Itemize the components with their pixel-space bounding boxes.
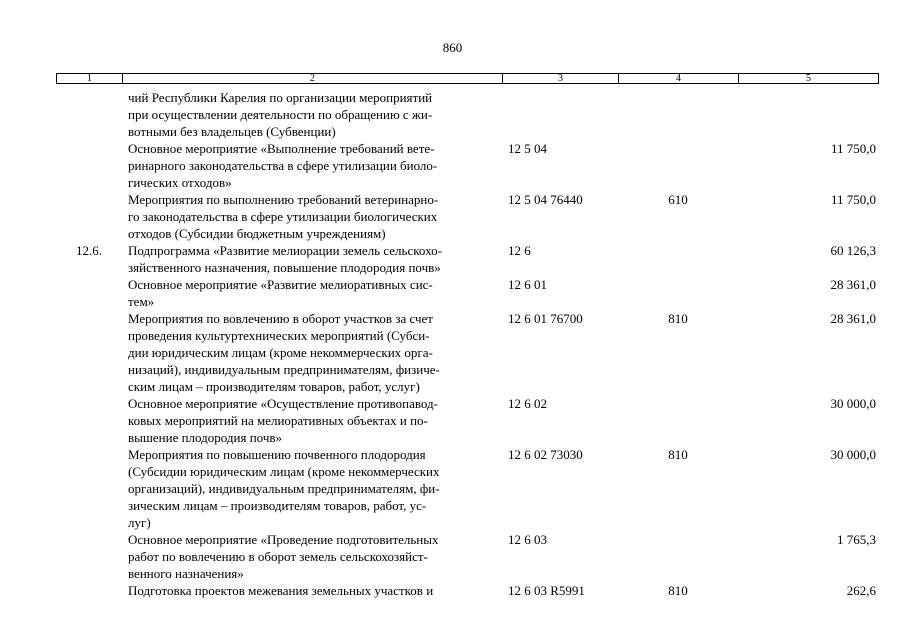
row-code: 12 6 03 [508,532,547,547]
row-amount: 28 361,0 [830,277,876,292]
description-line: низаций), индивидуальным предпринимателям, физиче- [128,362,440,377]
description-line: Мероприятия по вовлечению в оборот участков за счет [128,311,433,326]
header-col-2: 2 [122,73,503,84]
table-row [0,531,905,582]
table-row [0,242,905,276]
table-row [0,89,905,140]
header-col-3: 3 [502,73,619,84]
description-line: чий Республики Карелия по организации мероприятий [128,90,433,105]
description-line: ринарного законодательства в сфере утилизации биоло- [128,158,438,173]
row-amount: 30 000,0 [830,447,876,462]
row-code: 12 5 04 76440 [508,192,583,207]
header-col-4: 4 [618,73,739,84]
description-line: Мероприятия по повышению почвенного плодородия [128,447,426,462]
description-line: ковых мероприятий на мелиоративных объектах и по- [128,413,428,428]
description-line: го законодательства в сфере утилизации биологических [128,209,438,224]
description-line: Подготовка проектов межевания земельных участков и [128,583,434,598]
row-description [128,310,500,395]
row-description [128,140,500,191]
row-type: 810 [668,447,688,462]
description-line: Основное мероприятие «Проведение подготовительных [128,532,439,547]
description-line: венного назначения» [128,566,244,581]
row-amount: 262,6 [846,583,876,598]
table-row [0,140,905,191]
row-amount: 30 000,0 [830,396,876,411]
row-description [128,395,500,446]
row-amount: 11 750,0 [830,141,876,156]
description-line: гических отходов» [128,175,232,190]
row-code: 12 6 01 [508,277,547,292]
row-description [128,446,500,531]
description-line: луг) [128,515,151,530]
header-col-5: 5 [738,73,879,84]
row-number: 12.6. [76,243,102,258]
row-code: 12 6 02 73030 [508,447,583,462]
description-line: дии юридическим лицам (кроме некоммерческих орга- [128,345,433,360]
description-line: отходов (Субсидии бюджетным учреждениям) [128,226,386,241]
description-line: Основное мероприятие «Развитие мелиоративных сис- [128,277,433,292]
description-line: работ по вовлечению в оборот земель сельскохозяйст- [128,549,428,564]
row-code: 12 5 04 [508,141,547,156]
row-type: 610 [668,192,688,207]
header-col-1: 1 [56,73,123,84]
description-line: зическим лицам – производителям товаров, работ, ус- [128,498,427,513]
row-amount: 60 126,3 [830,243,876,258]
table-row [0,446,905,531]
row-description [128,276,500,310]
row-amount: 28 361,0 [830,311,876,326]
table-row [0,582,905,599]
row-type: 810 [668,311,688,326]
description-line: при осуществлении деятельности по обращению с жи- [128,107,433,122]
description-line: Мероприятия по выполнению требований ветеринарно- [128,192,439,207]
row-description [128,89,500,140]
row-description [128,582,500,599]
table-row [0,310,905,395]
row-description [128,191,500,242]
row-amount: 1 765,3 [837,532,876,547]
table-body [0,89,905,599]
table-row [0,276,905,310]
row-code: 12 6 01 76700 [508,311,583,326]
row-code: 12 6 03 R5991 [508,583,585,598]
table-row [0,191,905,242]
row-description [128,531,500,582]
description-line: зяйственного назначения, повышение плодородия почв» [128,260,441,275]
row-type: 810 [668,583,688,598]
description-line: вышение плодородия почв» [128,430,282,445]
description-line: Основное мероприятие «Осуществление противопавод- [128,396,438,411]
page-number: 860 [442,40,463,55]
description-line: тем» [128,294,155,309]
description-line: организаций), индивидуальным предпринимателям, фи- [128,481,440,496]
row-code: 12 6 02 [508,396,547,411]
description-line: Основное мероприятие «Выполнение требований вете- [128,141,435,156]
description-line: ским лицам – производителям товаров, работ, услуг) [128,379,420,394]
description-line: проведения культуртехнических мероприятий (Субси- [128,328,430,343]
description-line: (Субсидии юридическим лицам (кроме некоммерческих [128,464,440,479]
description-line: вотными без владельцев (Субвенции) [128,124,336,139]
description-line: Подпрограмма «Развитие мелиорации земель сельскохо- [128,243,442,258]
table-row [0,395,905,446]
row-amount: 11 750,0 [830,192,876,207]
row-description [128,242,500,276]
row-code: 12 6 [508,243,531,258]
